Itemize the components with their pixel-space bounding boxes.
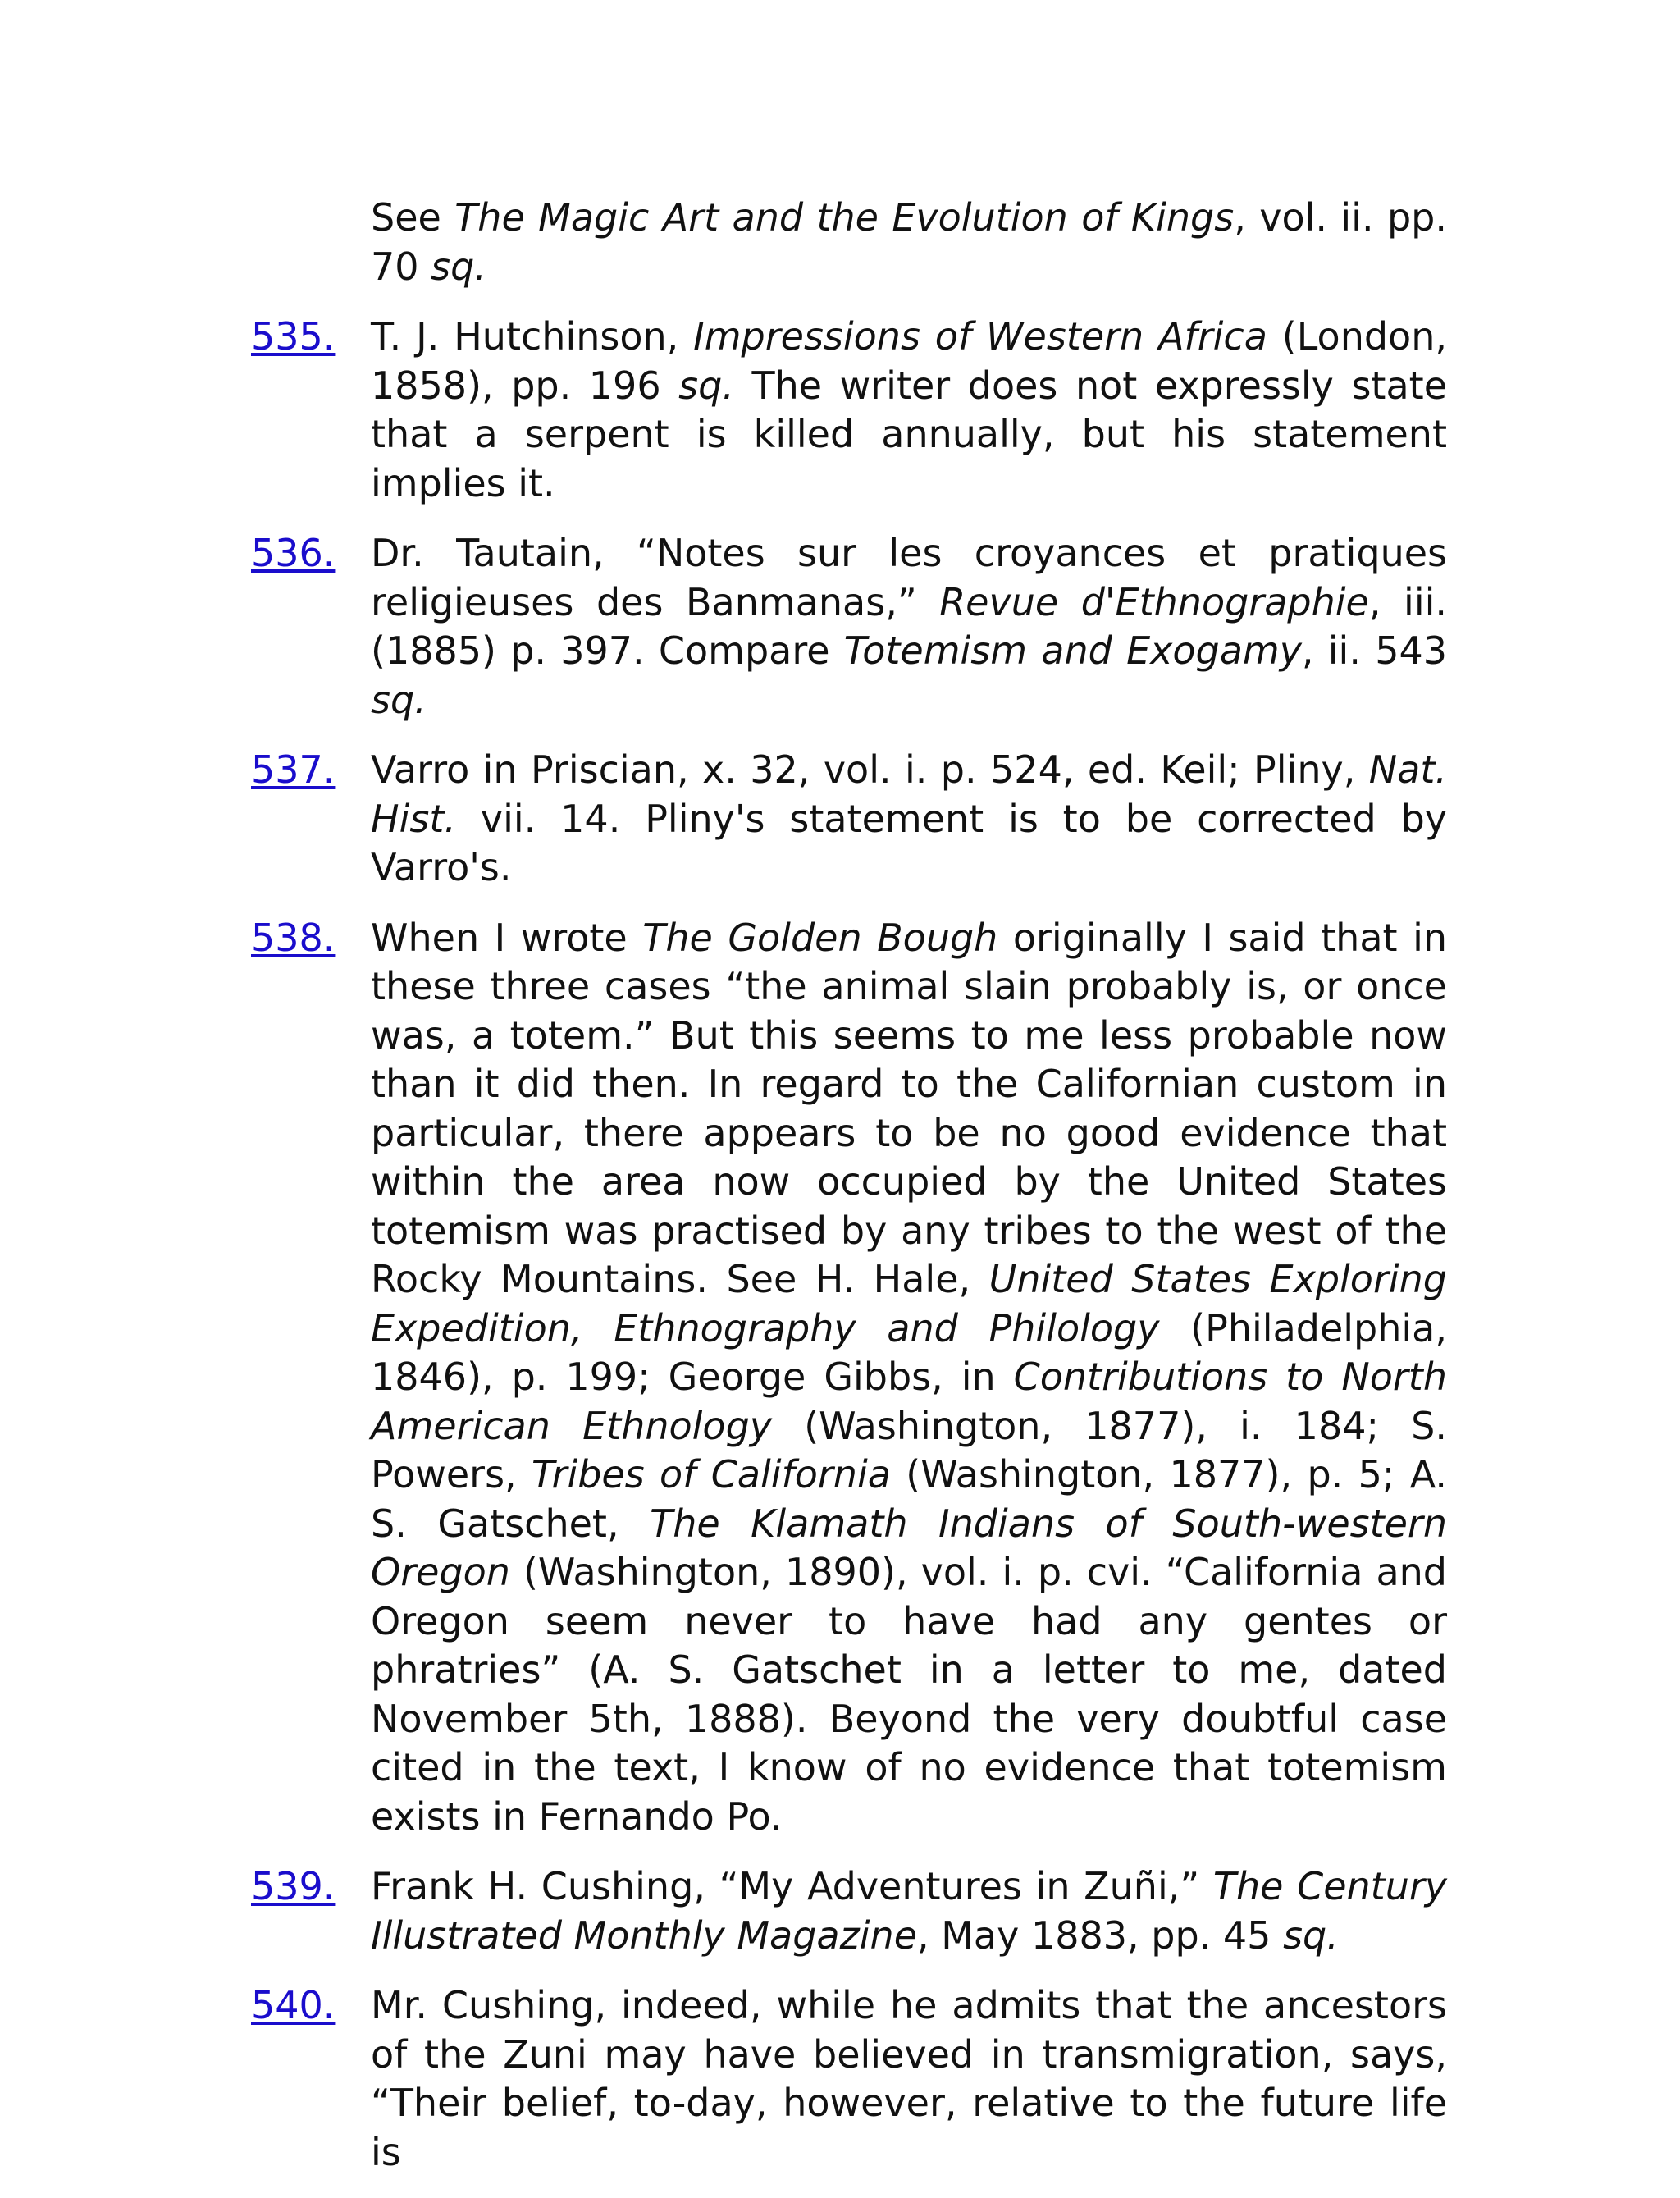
- footnote-539: [0, 1862, 1680, 1960]
- footnote-number-link[interactable]: 539.: [251, 1864, 336, 1908]
- footnote-continuation: [0, 194, 1680, 291]
- footnote-540: [0, 1981, 1680, 2177]
- footnote-text: T. J. Hutchinson, Impressions of Western Africa (London, 1858), pp. 196 sq. The writer does not expressly state that a serpent is killed annually, but his statement implies it.: [371, 314, 1447, 505]
- footnote-text: Varro in Priscian, x. 32, vol. i. p. 524, ed. Keil; Pliny, Nat. Hist. vii. 14. Pliny's statement is to be corrected by Varro's.: [371, 747, 1447, 889]
- footnote-number-link[interactable]: 538.: [251, 915, 336, 960]
- footnote-text: Dr. Tautain, “Notes sur les croyances et pratiques religieuses des Banmanas,” Revue d'Ethnographie, iii. (1885) p. 397. Compare Totemism and Exogamy, ii. 543 sq.: [371, 531, 1447, 722]
- footnote-number-link[interactable]: 535.: [251, 314, 336, 359]
- footnote-538: [0, 914, 1680, 1842]
- footnote-536: [0, 529, 1680, 724]
- footnote-number-link[interactable]: 537.: [251, 747, 336, 792]
- footnotes-page: [0, 194, 1680, 2198]
- footnote-text: Mr. Cushing, indeed, while he admits that the ancestors of the Zuni may have believed in transmigration, says, “Their belief, to-day, however, relative to the future life is: [371, 1983, 1447, 2174]
- footnote-text: Frank H. Cushing, “My Adventures in Zuñi,” The Century Illustrated Monthly Magazine, May 1883, pp. 45 sq.: [371, 1864, 1447, 1958]
- footnote-535: [0, 313, 1680, 508]
- footnote-537: [0, 746, 1680, 893]
- footnote-text: When I wrote The Golden Bough originally I said that in these three cases “the animal slain probably is, or once was, a totem.” But this seems to me less probable now than it did then. In regard to the Californian custom in particular, there appears to be no good evidence that within the area now occupied by the United States totemism was practised by any tribes to the west of the Rocky Mountains. See H. Hale, United States Exploring Expedition, Ethnography and Philology (Philadelphia, 1846), p. 199; George Gibbs, in Contributions to North American Ethnology (Washington, 1877), i. 184; S. Powers, Tribes of California (Washington, 1877), p. 5; A. S. Gatschet, The Klamath Indians of South-western Oregon (Washington, 1890), vol. i. p. cvi. “California and Oregon seem never to have had any gentes or phratries” (A. S. Gatschet in a letter to me, dated November 5th, 1888). Beyond the very doubtful case cited in the text, I know of no evidence that totemism exists in Fernando Po.: [371, 915, 1448, 1839]
- footnote-number-link[interactable]: 536.: [251, 531, 336, 575]
- footnote-number-link[interactable]: 540.: [251, 1983, 336, 2027]
- footnote-text: See The Magic Art and the Evolution of Kings, vol. ii. pp. 70 sq.: [371, 195, 1447, 289]
